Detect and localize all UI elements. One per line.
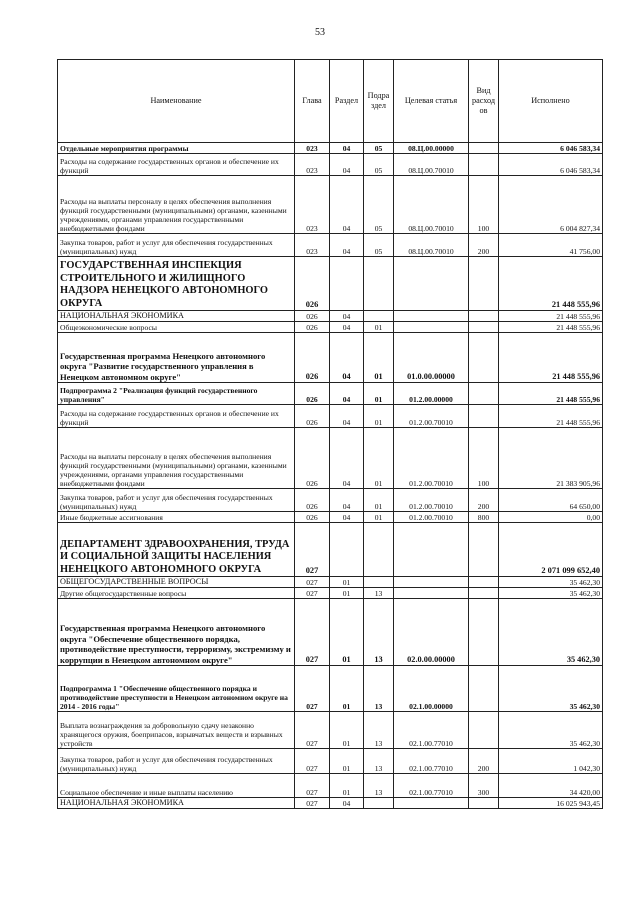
table-row: [58, 234, 603, 257]
cell-podrazdel: 05: [364, 176, 394, 234]
cell-celevaya-statya: 01.2.00.70010: [394, 512, 469, 523]
cell-glava: 027: [295, 588, 330, 599]
page-number: 53: [315, 27, 325, 38]
cell-vid-rashodov: [469, 322, 499, 333]
cell-amount: 21 448 555,96: [499, 311, 603, 322]
cell-glava: 027: [295, 712, 330, 749]
header-podrazdel: Подра здел: [364, 60, 394, 143]
cell-vid-rashodov: 100: [469, 176, 499, 234]
header-vid-rashodov: Вид расход ов: [469, 60, 499, 143]
cell-amount: 21 383 905,96: [499, 428, 603, 489]
cell-celevaya-statya: 01.0.00.00000: [394, 333, 469, 383]
cell-razdel: 04: [330, 798, 364, 809]
cell-vid-rashodov: 200: [469, 749, 499, 774]
cell-glava: 026: [295, 428, 330, 489]
cell-vid-rashodov: 200: [469, 234, 499, 257]
cell-celevaya-statya: 02.1.00.77010: [394, 774, 469, 798]
cell-amount: 21 448 555,96: [499, 405, 603, 428]
table-row: [58, 512, 603, 523]
cell-celevaya-statya: [394, 577, 469, 588]
cell-celevaya-statya: [394, 311, 469, 322]
cell-razdel: 01: [330, 749, 364, 774]
cell-razdel: 04: [330, 154, 364, 176]
cell-podrazdel: [364, 311, 394, 322]
cell-name: Подпрограмма 2 "Реализация функций государственного управления": [58, 383, 295, 405]
cell-vid-rashodov: 100: [469, 428, 499, 489]
cell-name: Закупка товаров, работ и услуг для обеспечения государственных (муниципальных) нужд: [58, 489, 295, 512]
cell-razdel: 04: [330, 512, 364, 523]
cell-podrazdel: 13: [364, 588, 394, 599]
cell-podrazdel: [364, 523, 394, 577]
budget-table: [57, 59, 603, 809]
cell-razdel: 04: [330, 489, 364, 512]
cell-glava: 026: [295, 333, 330, 383]
cell-name: Расходы на содержание государственных органов и обеспечение их функций: [58, 154, 295, 176]
cell-amount: 35 462,30: [499, 588, 603, 599]
cell-podrazdel: 01: [364, 489, 394, 512]
cell-celevaya-statya: [394, 798, 469, 809]
cell-name: НАЦИОНАЛЬНАЯ ЭКОНОМИКА: [58, 798, 295, 809]
cell-celevaya-statya: [394, 523, 469, 577]
cell-podrazdel: 13: [364, 749, 394, 774]
table-row: [58, 311, 603, 322]
table-row: [58, 712, 603, 749]
cell-name: Иные бюджетные ассигнования: [58, 512, 295, 523]
cell-razdel: 01: [330, 599, 364, 666]
cell-celevaya-statya: 02.0.00.00000: [394, 599, 469, 666]
cell-glava: 026: [295, 322, 330, 333]
cell-razdel: 01: [330, 588, 364, 599]
table-row: [58, 489, 603, 512]
cell-podrazdel: 01: [364, 333, 394, 383]
header-glava: Глава: [295, 60, 330, 143]
cell-podrazdel: 01: [364, 322, 394, 333]
cell-vid-rashodov: [469, 798, 499, 809]
cell-vid-rashodov: [469, 588, 499, 599]
table-row: [58, 599, 603, 666]
cell-celevaya-statya: 01.2.00.70010: [394, 405, 469, 428]
cell-podrazdel: 05: [364, 234, 394, 257]
cell-name: ГОСУДАРСТВЕННАЯ ИНСПЕКЦИЯ СТРОИТЕЛЬНОГО И ЖИЛИЩНОГО НАДЗОРА НЕНЕЦКОГО АВТОНОМНОГО ОКРУГА: [58, 257, 295, 311]
cell-amount: 34 420,00: [499, 774, 603, 798]
cell-amount: 21 448 555,96: [499, 383, 603, 405]
cell-celevaya-statya: 08.Ц.00.70010: [394, 234, 469, 257]
cell-amount: 1 042,30: [499, 749, 603, 774]
cell-razdel: 04: [330, 311, 364, 322]
cell-vid-rashodov: [469, 599, 499, 666]
cell-razdel: 04: [330, 333, 364, 383]
cell-vid-rashodov: [469, 577, 499, 588]
cell-razdel: 04: [330, 405, 364, 428]
cell-celevaya-statya: 02.1.00.77010: [394, 712, 469, 749]
cell-razdel: 04: [330, 428, 364, 489]
cell-celevaya-statya: [394, 322, 469, 333]
cell-razdel: 01: [330, 774, 364, 798]
table-row: [58, 428, 603, 489]
cell-name: Расходы на содержание государственных органов и обеспечение их функций: [58, 405, 295, 428]
cell-razdel: 04: [330, 322, 364, 333]
table-row: [58, 774, 603, 798]
cell-glava: 027: [295, 749, 330, 774]
cell-glava: 023: [295, 154, 330, 176]
cell-glava: 023: [295, 143, 330, 154]
cell-glava: 023: [295, 234, 330, 257]
cell-podrazdel: [364, 257, 394, 311]
cell-podrazdel: 13: [364, 712, 394, 749]
table-row: [58, 588, 603, 599]
cell-vid-rashodov: [469, 257, 499, 311]
cell-podrazdel: 01: [364, 512, 394, 523]
cell-name: Другие общегосударственные вопросы: [58, 588, 295, 599]
table-body: [58, 143, 603, 809]
table-row: [58, 143, 603, 154]
cell-name: ОБЩЕГОСУДАРСТВЕННЫЕ ВОПРОСЫ: [58, 577, 295, 588]
cell-podrazdel: [364, 798, 394, 809]
cell-vid-rashodov: [469, 154, 499, 176]
table-row: [58, 176, 603, 234]
cell-celevaya-statya: 08.Ц.00.00000: [394, 143, 469, 154]
cell-podrazdel: 01: [364, 383, 394, 405]
table-row: [58, 523, 603, 577]
header-row: [58, 60, 603, 143]
cell-glava: 026: [295, 489, 330, 512]
cell-razdel: 01: [330, 577, 364, 588]
cell-amount: 35 462,30: [499, 599, 603, 666]
cell-celevaya-statya: 08.Ц.00.70010: [394, 176, 469, 234]
cell-glava: 026: [295, 311, 330, 322]
cell-amount: 35 462,30: [499, 666, 603, 712]
table-row: [58, 322, 603, 333]
cell-vid-rashodov: [469, 405, 499, 428]
cell-amount: 21 448 555,96: [499, 257, 603, 311]
cell-vid-rashodov: [469, 712, 499, 749]
table-row: [58, 798, 603, 809]
cell-glava: 027: [295, 666, 330, 712]
cell-razdel: [330, 523, 364, 577]
cell-name: Закупка товаров, работ и услуг для обеспечения государственных (муниципальных) нужд: [58, 234, 295, 257]
cell-amount: 0,00: [499, 512, 603, 523]
cell-amount: 16 025 943,45: [499, 798, 603, 809]
table-row: [58, 257, 603, 311]
cell-glava: 027: [295, 577, 330, 588]
cell-glava: 027: [295, 798, 330, 809]
table-row: [58, 405, 603, 428]
cell-glava: 027: [295, 523, 330, 577]
cell-razdel: 04: [330, 176, 364, 234]
cell-glava: 026: [295, 257, 330, 311]
cell-razdel: 01: [330, 712, 364, 749]
cell-celevaya-statya: 01.2.00.70010: [394, 428, 469, 489]
table-row: [58, 577, 603, 588]
cell-podrazdel: 13: [364, 774, 394, 798]
cell-name: Общеэкономические вопросы: [58, 322, 295, 333]
cell-razdel: [330, 257, 364, 311]
table-row: [58, 383, 603, 405]
cell-glava: 026: [295, 383, 330, 405]
cell-razdel: 04: [330, 383, 364, 405]
cell-glava: 027: [295, 774, 330, 798]
cell-amount: 21 448 555,96: [499, 322, 603, 333]
cell-celevaya-statya: [394, 588, 469, 599]
table-row: [58, 154, 603, 176]
header-name: Наименование: [58, 60, 295, 143]
cell-razdel: 04: [330, 143, 364, 154]
cell-vid-rashodov: [469, 383, 499, 405]
cell-amount: 35 462,30: [499, 712, 603, 749]
cell-vid-rashodov: [469, 333, 499, 383]
header-razdel: Раздел: [330, 60, 364, 143]
cell-podrazdel: 01: [364, 428, 394, 489]
cell-vid-rashodov: 200: [469, 489, 499, 512]
cell-razdel: 01: [330, 666, 364, 712]
cell-name: НАЦИОНАЛЬНАЯ ЭКОНОМИКА: [58, 311, 295, 322]
cell-razdel: 04: [330, 234, 364, 257]
cell-vid-rashodov: 300: [469, 774, 499, 798]
table-row: [58, 666, 603, 712]
header-celevaya-statya: Целевая статья: [394, 60, 469, 143]
cell-name: Государственная программа Ненецкого автономного округа "Обеспечение общественного порядка, противодействие преступности, терроризму, экстремизму и коррупции в Ненецком автономном округе": [58, 599, 295, 666]
cell-name: Закупка товаров, работ и услуг для обеспечения государственных (муниципальных) нужд: [58, 749, 295, 774]
cell-amount: 6 046 583,34: [499, 143, 603, 154]
header-ispolneno: Исполнено: [499, 60, 603, 143]
cell-amount: 2 071 099 652,40: [499, 523, 603, 577]
cell-vid-rashodov: [469, 143, 499, 154]
cell-glava: 023: [295, 176, 330, 234]
cell-amount: 6 046 583,34: [499, 154, 603, 176]
cell-amount: 21 448 555,96: [499, 333, 603, 383]
cell-amount: 6 004 827,34: [499, 176, 603, 234]
cell-celevaya-statya: 08.Ц.00.70010: [394, 154, 469, 176]
cell-podrazdel: 13: [364, 666, 394, 712]
cell-celevaya-statya: 01.2.00.70010: [394, 489, 469, 512]
cell-podrazdel: 13: [364, 599, 394, 666]
cell-amount: 35 462,30: [499, 577, 603, 588]
cell-name: Расходы на выплаты персоналу в целях обеспечения выполнения функций государственными (муниципальными) органами, казенными учреждениями, органами управления государственными внебюджетными фондами: [58, 428, 295, 489]
cell-name: Государственная программа Ненецкого автономного округа "Развитие государственного управления в Ненецком автономном округе": [58, 333, 295, 383]
cell-name: Подпрограмма 1 "Обеспечение общественного порядка и противодействие преступности в Ненецком автономном округе на 2014 - 2016 годы": [58, 666, 295, 712]
cell-celevaya-statya: 02.1.00.77010: [394, 749, 469, 774]
cell-amount: 64 650,00: [499, 489, 603, 512]
cell-vid-rashodov: [469, 666, 499, 712]
cell-amount: 41 756,00: [499, 234, 603, 257]
cell-podrazdel: 05: [364, 143, 394, 154]
cell-podrazdel: 01: [364, 405, 394, 428]
cell-name: Выплата вознаграждения за добровольную сдачу незаконно хранящегося оружия, боеприпасов, взрывчатых веществ и взрывных устройств: [58, 712, 295, 749]
table-row: [58, 749, 603, 774]
cell-name: Социальное обеспечение и иные выплаты населению: [58, 774, 295, 798]
cell-name: Отдельные мероприятия программы: [58, 143, 295, 154]
cell-name: Расходы на выплаты персоналу в целях обеспечения выполнения функций государственными (муниципальными) органами, казенными учреждениями, органами управления государственными внебюджетными фондами: [58, 176, 295, 234]
cell-glava: 026: [295, 405, 330, 428]
cell-celevaya-statya: 01.2.00.00000: [394, 383, 469, 405]
table-row: [58, 333, 603, 383]
cell-glava: 026: [295, 512, 330, 523]
cell-glava: 027: [295, 599, 330, 666]
cell-vid-rashodov: [469, 523, 499, 577]
cell-celevaya-statya: 02.1.00.00000: [394, 666, 469, 712]
cell-name: ДЕПАРТАМЕНТ ЗДРАВООХРАНЕНИЯ, ТРУДА И СОЦИАЛЬНОЙ ЗАЩИТЫ НАСЕЛЕНИЯ НЕНЕЦКОГО АВТОНОМНОГО ОКРУГА: [58, 523, 295, 577]
cell-vid-rashodov: 800: [469, 512, 499, 523]
cell-celevaya-statya: [394, 257, 469, 311]
cell-podrazdel: 05: [364, 154, 394, 176]
cell-vid-rashodov: [469, 311, 499, 322]
cell-podrazdel: [364, 577, 394, 588]
